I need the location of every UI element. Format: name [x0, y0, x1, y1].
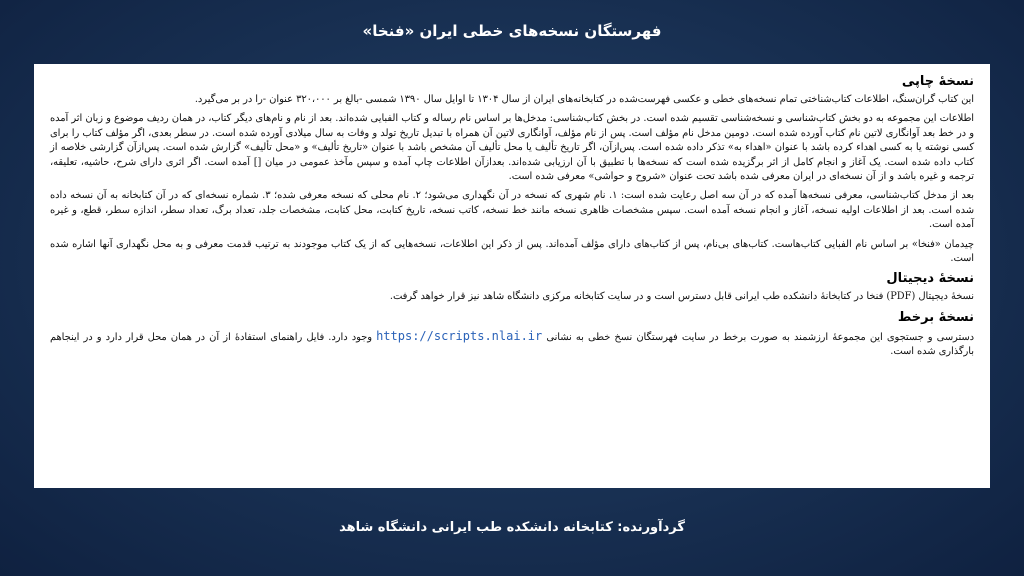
print-paragraph-2: اطلاعات این مجموعه به دو بخش کتاب‌شناسی و نسخه‌شناسی تقسیم شده است. در بخش کتاب‌شناسی: مدخل‌ها بر اساس نام رساله و کتاب الفبایی شده‌اند. بعد از نام و نام‌های دیگر کتاب، در همان ردیف موضوع و زبان اثر آمده و در خط بعد آوانگاری لاتین نام کتاب آورده شده است. دومین مدخل نام مؤلف است. پس از نام مؤلف، آوانگاری لاتین آن همراه با تبدیل تاریخ تولد و وفات به سال میلادی آورده شده است. در سطر بعدی، اگر مؤلف کتاب را برای کسی نوشته یا به کسی اهداء کرده باشد با عنوان «اهداء به» تذکر داده شده است. پس‌ازآن، اگر تاریخ تألیف یا محل تألیف آن مشخص باشد با عنوان «تاریخ تألیف» و «محل تألیف» گزارش شده است. پس‌ازآن گزارشی خلاصه از کتاب داده شده است. یک آغاز و انجام کامل از اثر برگزیده شده است که نسخه‌ها با تطبیق با آن ارزیابی شده‌اند. بعدازآن اطلاعات چاپ آمده و سپس مآخذ عمومی در میان [] آمده است. اگر اثری دارای شرح، حاشیه، تعلیقه، ترجمه و غیره باشد و از آن نسخه‌ای در ایران معرفی شده باشد تحت عنوان «شروح و حواشی» معرفی شده است.	[50, 113, 974, 183]
footer-credit: گردآورنده: کتابخانه دانشکده طب ایرانی دانشگاه شاهد	[339, 520, 685, 535]
online-paragraph	[50, 329, 974, 360]
scripts-nlai-link[interactable]: https://scripts.nlai.ir	[376, 328, 543, 343]
content-box	[34, 64, 990, 488]
online-text-before-link: دسترسی و جستجوی این مجموعهٔ ارزشمند به صورت برخط در سایت فهرستگان نسخ خطی به نشانی	[546, 331, 974, 343]
digital-paragraph: نسخهٔ دیجیتال (PDF) فنخا در کتابخانهٔ دانشکده طب ایرانی قابل دسترس است و در سایت کتابخانه مرکزی دانشگاه شاهد نیز قرار خواهد گرفت.	[389, 291, 974, 303]
slide-title: فهرستگان نسخه‌های خطی ایران «فنخا»	[362, 22, 662, 40]
print-paragraph-4: چیدمان «فنخا» بر اساس نام الفبایی کتاب‌هاست. کتاب‌های بی‌نام، پس از کتاب‌های دارای مؤلف آمده‌اند. پس از ذکر این اطلاعات، نسخه‌هایی که از یک کتاب موجودند به ترتیب قدمت معرفی و به محل نگهداری آنها اشاره شده است.	[50, 238, 974, 265]
online-text-after-link: وجود دارد. فایل راهنمای استفادهٔ از آن در همان محل قرار دارد و در اینجاهم بارگذاری شده است.	[50, 331, 974, 358]
heading-print-edition: نسخهٔ چاپی	[901, 74, 974, 89]
heading-online-edition: نسخهٔ برخط	[897, 309, 974, 325]
print-paragraph-3: بعد از مدخل کتاب‌شناسی، معرفی نسخه‌ها آمده که در آن سه اصل رعایت شده است: ۱. نام شهری که نسخه در آن نگهداری می‌شود؛ ۲. نام محلی که نسخه معرفی شده؛ ۳. شماره نسخه‌ای که در آن کتابخانه به آن نسخه داده شده است. بعد از اطلاعات اولیه نسخه، آغاز و انجام نسخه آمده است. سپس مشخصات ظاهری نسخه مانند خط نسخه، کاتب نسخه، تاریخ کتابت، محل کتابت، مشخصات جلد، تعداد برگ، تعداد سطر، اندازه سطر، قطع، و غیره آمده است.	[50, 190, 974, 231]
print-paragraph-1: این کتاب گران‌سنگ، اطلاعات کتاب‌شناختی تمام نسخه‌های خطی و عکسی فهرست‌شده در کتابخانه‌های ایران از سال ۱۳۰۴ تا اوایل سال ۱۳۹۰ شمسی -بالغ بر ۳۲۰،۰۰۰ عنوان -را در بر می‌گیرد.	[194, 94, 974, 105]
heading-digital-edition: نسخهٔ دیجیتال	[886, 271, 974, 287]
